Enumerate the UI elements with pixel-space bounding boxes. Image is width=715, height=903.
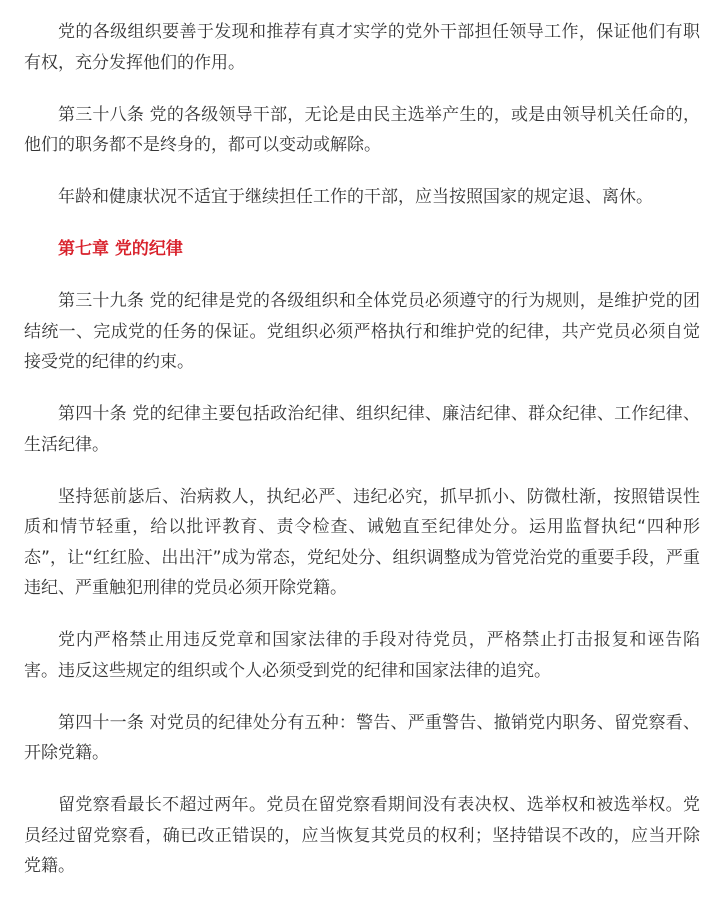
paragraph: 第三十九条 党的纪律是党的各级组织和全体党员必须遵守的行为规则，是维护党的团结统一、完成党的任务的保证。党组织必须严格执行和维护党的纪律，共产党员必须自觉接受党的纪律的约束。 bbox=[24, 291, 700, 372]
paragraph: 留党察看最长不超过两年。党员在留党察看期间没有表决权、选举权和被选举权。党员经过留党察看，确已改正错误的，应当恢复其党员的权利；坚持错误不改的，应当开除党籍。 bbox=[24, 795, 700, 876]
paragraph: 党的各级组织要善于发现和推荐有真才实学的党外干部担任领导工作，保证他们有职有权，充分发挥他们的作用。 bbox=[24, 22, 700, 73]
article-body bbox=[24, 17, 700, 903]
paragraph: 年龄和健康状况不适宜于继续担任工作的干部，应当按照国家的规定退、离休。 bbox=[58, 187, 653, 207]
paragraph: 坚持惩前毖后、治病救人，执纪必严、违纪必究，抓早抓小、防微杜渐，按照错误性质和情节轻重，给以批评教育、责令检查、诫勉直至纪律处分。运用监督执纪“四种形态”，让“红红脸、出出汗”成为常态，党纪处分、组织调整成为管党治党的重要手段，严重违纪、严重触犯刑律的党员必须开除党籍。 bbox=[24, 486, 700, 598]
chapter-heading: 第七章 党的纪律 bbox=[58, 239, 183, 259]
paragraph: 第四十条 党的纪律主要包括政治纪律、组织纪律、廉洁纪律、群众纪律、工作纪律、生活纪律。 bbox=[24, 404, 700, 455]
paragraph: 第四十一条 对党员的纪律处分有五种：警告、严重警告、撤销党内职务、留党察看、开除党籍。 bbox=[24, 712, 700, 763]
paragraph: 党内严格禁止用违反党章和国家法律的手段对待党员，严格禁止打击报复和诬告陷害。违反这些规定的组织或个人必须受到党的纪律和国家法律的追究。 bbox=[24, 630, 700, 681]
paragraph: 第三十八条 党的各级领导干部，无论是由民主选举产生的，或是由领导机关任命的，他们的职务都不是终身的，都可以变动或解除。 bbox=[24, 104, 700, 155]
